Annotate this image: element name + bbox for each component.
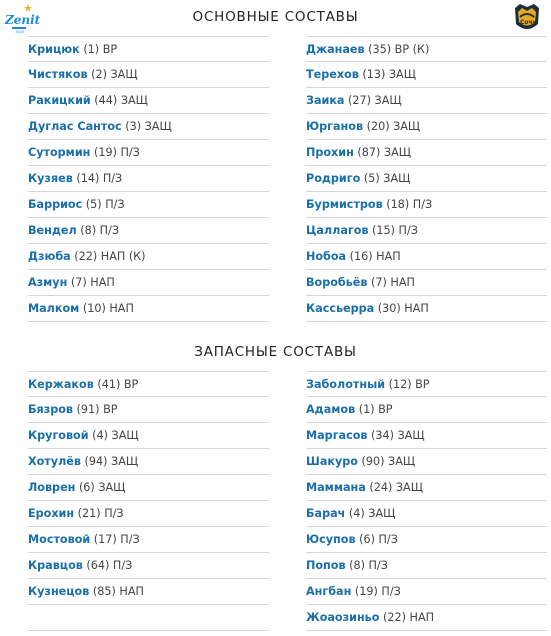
player-name-link[interactable]: Барач xyxy=(306,507,346,520)
player-name-link[interactable]: Бязров xyxy=(28,403,73,416)
player-row[interactable] xyxy=(306,88,547,114)
player-number-position: (8) П/З xyxy=(345,559,388,572)
player-row[interactable] xyxy=(306,579,547,605)
player-row[interactable] xyxy=(28,371,269,397)
player-row[interactable] xyxy=(28,501,269,527)
player-name-link[interactable]: Прохин xyxy=(306,146,354,159)
player-row[interactable] xyxy=(28,36,269,62)
player-row[interactable] xyxy=(28,296,269,322)
player-row[interactable] xyxy=(28,88,269,114)
player-row[interactable] xyxy=(306,166,547,192)
player-name-link[interactable]: Ловрен xyxy=(28,481,76,494)
player-row[interactable] xyxy=(306,62,547,88)
substitutes-section xyxy=(0,335,551,624)
player-number-position: (4) ЗАЩ xyxy=(88,429,139,442)
player-name-link[interactable]: Кассьерра xyxy=(306,302,375,315)
player-name-link[interactable]: Мостовой xyxy=(28,533,91,546)
player-row[interactable] xyxy=(306,218,547,244)
player-row[interactable] xyxy=(28,218,269,244)
player-name-link[interactable]: Кравцов xyxy=(28,559,83,572)
player-number-position: (7) НАП xyxy=(67,276,115,289)
player-name-link[interactable]: Шакуро xyxy=(306,455,358,468)
player-row[interactable] xyxy=(28,579,269,605)
player-name-link[interactable]: Кержаков xyxy=(28,378,94,391)
player-name-link[interactable]: Маммана xyxy=(306,481,366,494)
player-name-link[interactable]: Малком xyxy=(28,302,80,315)
player-name-link[interactable]: Родриго xyxy=(306,172,361,185)
svg-text:Zenit: Zenit xyxy=(5,13,41,27)
player-row[interactable] xyxy=(306,553,547,579)
player-name-link[interactable]: Круговой xyxy=(28,429,89,442)
player-name-link[interactable]: Крицюк xyxy=(28,43,80,56)
player-number-position: (5) ЗАЩ xyxy=(360,172,411,185)
player-row[interactable] xyxy=(306,475,547,501)
player-number-position: (27) ЗАЩ xyxy=(344,94,402,107)
player-name-link[interactable]: Юсупов xyxy=(306,533,356,546)
svg-text:1925: 1925 xyxy=(15,30,24,34)
player-name-link[interactable]: Нобоа xyxy=(306,250,347,263)
player-row[interactable] xyxy=(28,423,269,449)
player-number-position: (8) П/З xyxy=(76,224,119,237)
player-row[interactable] xyxy=(306,449,547,475)
player-number-position: (13) ЗАЩ xyxy=(358,68,416,81)
player-number-position: (91) ВР xyxy=(73,403,118,416)
player-number-position: (35) ВР (К) xyxy=(364,43,430,56)
player-row[interactable] xyxy=(28,449,269,475)
player-number-position: (6) ЗАЩ xyxy=(75,481,126,494)
player-name-link[interactable]: Адамов xyxy=(306,403,356,416)
starting-lineups-header xyxy=(0,0,551,36)
player-name-link[interactable]: Терехов xyxy=(306,68,359,81)
player-number-position: (14) П/З xyxy=(72,172,123,185)
player-name-link[interactable]: Джанаев xyxy=(306,43,365,56)
player-number-position: (85) НАП xyxy=(89,585,144,598)
player-row[interactable] xyxy=(28,244,269,270)
player-number-position: (22) НАП (К) xyxy=(70,250,146,263)
player-row[interactable] xyxy=(306,270,547,296)
player-row[interactable] xyxy=(28,192,269,218)
player-row[interactable] xyxy=(306,397,547,423)
player-number-position: (6) П/З xyxy=(355,533,398,546)
player-name-link[interactable]: Воробьёв xyxy=(306,276,368,289)
player-name-link[interactable]: Дзюба xyxy=(28,250,71,263)
player-number-position: (7) НАП xyxy=(367,276,415,289)
player-row[interactable] xyxy=(28,114,269,140)
player-number-position: (19) П/З xyxy=(351,585,401,598)
player-row[interactable] xyxy=(28,475,269,501)
svg-text:Сочи: Сочи xyxy=(520,19,537,26)
player-number-position: (90) ЗАЩ xyxy=(357,455,416,468)
player-number-position: (64) П/З xyxy=(82,559,133,572)
player-name-link[interactable]: Заболотный xyxy=(306,378,386,391)
substitutes-header xyxy=(0,335,551,371)
player-row[interactable] xyxy=(28,527,269,553)
player-number-position: (18) П/З xyxy=(382,198,433,211)
starting-lineups-title: ОСНОВНЫЕ СОСТАВЫ xyxy=(192,9,359,25)
player-number-position: (34) ЗАЩ xyxy=(367,429,425,442)
player-row[interactable] xyxy=(28,270,269,296)
starting-lineups-section xyxy=(0,0,551,315)
player-row[interactable] xyxy=(306,140,547,166)
player-number-position: (10) НАП xyxy=(79,302,134,315)
player-number-position: (1) ВР xyxy=(355,403,393,416)
player-row[interactable] xyxy=(306,192,547,218)
player-name-link[interactable]: Ракицкий xyxy=(28,94,91,107)
player-number-position: (94) ЗАЩ xyxy=(80,455,139,468)
player-row[interactable] xyxy=(306,114,547,140)
player-number-position: (21) П/З xyxy=(74,507,124,520)
player-row[interactable] xyxy=(306,296,547,322)
player-number-position: (30) НАП xyxy=(374,302,429,315)
player-row[interactable] xyxy=(306,501,547,527)
away-starting-list xyxy=(306,36,547,322)
player-number-position: (87) ЗАЩ xyxy=(353,146,411,159)
player-number-position: (3) ЗАЩ xyxy=(121,120,172,133)
player-number-position: (41) ВР xyxy=(93,378,139,391)
player-name-link[interactable]: Бурмистров xyxy=(306,198,383,211)
player-name-link[interactable]: Дуглас Сантос xyxy=(28,120,122,133)
player-number-position: (24) ЗАЩ xyxy=(365,481,423,494)
player-name-link[interactable]: Заика xyxy=(306,94,345,107)
player-row[interactable] xyxy=(306,527,547,553)
player-number-position: (4) ЗАЩ xyxy=(345,507,396,520)
player-name-link[interactable]: Цаллагов xyxy=(306,224,369,237)
player-name-link[interactable]: Кузнецов xyxy=(28,585,90,598)
player-row[interactable] xyxy=(28,140,269,166)
sochi-logo-icon xyxy=(512,2,542,34)
player-name-link[interactable]: Азмун xyxy=(28,276,68,289)
home-substitutes-list xyxy=(28,371,269,631)
player-name-link[interactable]: Попов xyxy=(306,559,346,572)
player-number-position: (44) ЗАЩ xyxy=(90,94,148,107)
player-row[interactable] xyxy=(306,423,547,449)
player-number-position: (15) П/З xyxy=(368,224,418,237)
player-name-link[interactable]: Маргасов xyxy=(306,429,368,442)
player-number-position: (17) П/З xyxy=(90,533,140,546)
player-row[interactable] xyxy=(306,244,547,270)
player-name-link[interactable]: Ангбан xyxy=(306,585,352,598)
player-name-link[interactable]: Кузяев xyxy=(28,172,73,185)
player-name-link[interactable]: Сутормин xyxy=(28,146,91,159)
player-row xyxy=(28,605,269,631)
player-row[interactable] xyxy=(28,553,269,579)
player-name-link[interactable]: Вендел xyxy=(28,224,77,237)
player-number-position: (19) П/З xyxy=(90,146,140,159)
player-name-link[interactable]: Юрганов xyxy=(306,120,364,133)
player-number-position: (1) ВР xyxy=(79,43,118,56)
player-row[interactable] xyxy=(306,371,547,397)
substitutes-title: ЗАПАСНЫЕ СОСТАВЫ xyxy=(194,344,357,360)
player-name-link[interactable]: Чистяков xyxy=(28,68,88,81)
player-row[interactable] xyxy=(28,166,269,192)
player-number-position: (2) ЗАЩ xyxy=(87,68,138,81)
player-number-position: (16) НАП xyxy=(346,250,401,263)
away-substitutes-list xyxy=(306,371,547,631)
player-row[interactable] xyxy=(306,605,547,631)
player-number-position: (20) ЗАЩ xyxy=(363,120,421,133)
player-name-link[interactable]: Барриос xyxy=(28,198,83,211)
player-name-link[interactable]: Жоаозиньо xyxy=(306,611,380,624)
player-name-link[interactable]: Ерохин xyxy=(28,507,75,520)
player-row[interactable] xyxy=(28,397,269,423)
player-number-position: (5) П/З xyxy=(82,198,125,211)
player-row[interactable] xyxy=(306,36,547,62)
player-name-link[interactable]: Хотулёв xyxy=(28,455,81,468)
player-number-position: (22) НАП xyxy=(379,611,435,624)
home-starting-list xyxy=(28,36,269,322)
player-number-position: (12) ВР xyxy=(385,378,430,391)
player-row[interactable] xyxy=(28,62,269,88)
